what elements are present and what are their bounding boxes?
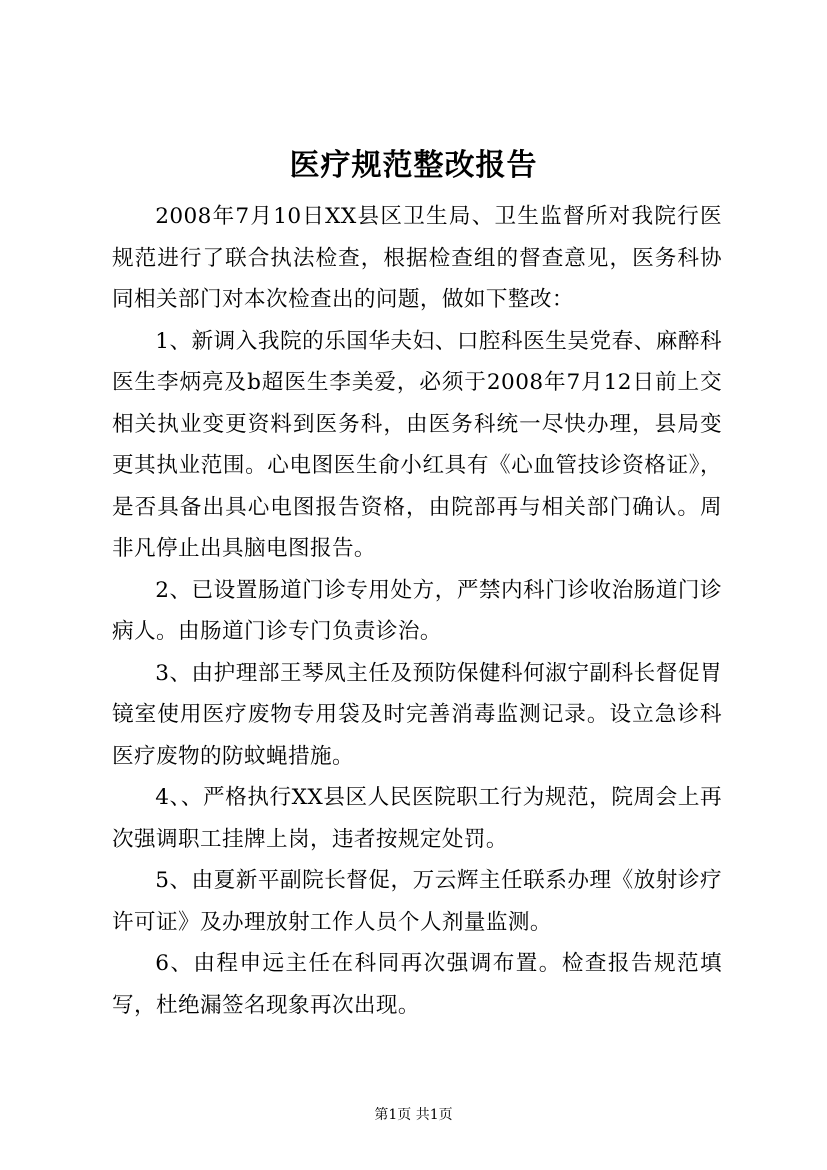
item-5-paragraph: 5、由夏新平副院长督促，万云辉主任联系办理《放射诊疗许可证》及办理放射工作人员个人剂量监测。	[112, 868, 722, 935]
intro-paragraph: 2008年7月10日XX县区卫生局、卫生监督所对我院行医规范进行了联合执法检查，根据检查组的督查意见，医务科协同相关部门对本次检查出的问题，做如下整改：	[112, 204, 722, 312]
item-3-paragraph: 3、由护理部王琴凤主任及预防保健科何淑宁副科长督促胃镜室使用医疗废物专用袋及时完善消毒监测记录。设立急诊科医疗废物的防蚊蝇措施。	[112, 660, 722, 769]
item-6-paragraph: 6、由程申远主任在科同再次强调布置。检查报告规范填写，杜绝漏签名现象再次出现。	[112, 951, 722, 1018]
document-title: 医疗规范整改报告	[289, 148, 538, 183]
item-4-paragraph: 4、、严格执行XX县区人民医院职工行为规范，院周会上再次强调职工挂牌上岗，违者按规定处罚。	[112, 785, 722, 852]
document-body	[112, 196, 722, 1026]
item-2-paragraph: 2、已设置肠道门诊专用处方，严禁内科门诊收治肠道门诊病人。由肠道门诊专门负责诊治。	[112, 577, 722, 644]
page-footer: 第1页 共1页	[374, 1107, 453, 1123]
item-1-paragraph: 1、新调入我院的乐国华夫妇、口腔科医生吴党春、麻醉科医生李炳亮及b超医生李美爱，必须于2008年7月12日前上交相关执业变更资料到医务科，由医务科统一尽快办理，县局变更其执业范围。心电图医生俞小红具有《心血管技诊资格证》，是否具备出具心电图报告资格，由院部再与相关部门确认。周非凡停止出具脑电图报告。	[112, 328, 722, 561]
